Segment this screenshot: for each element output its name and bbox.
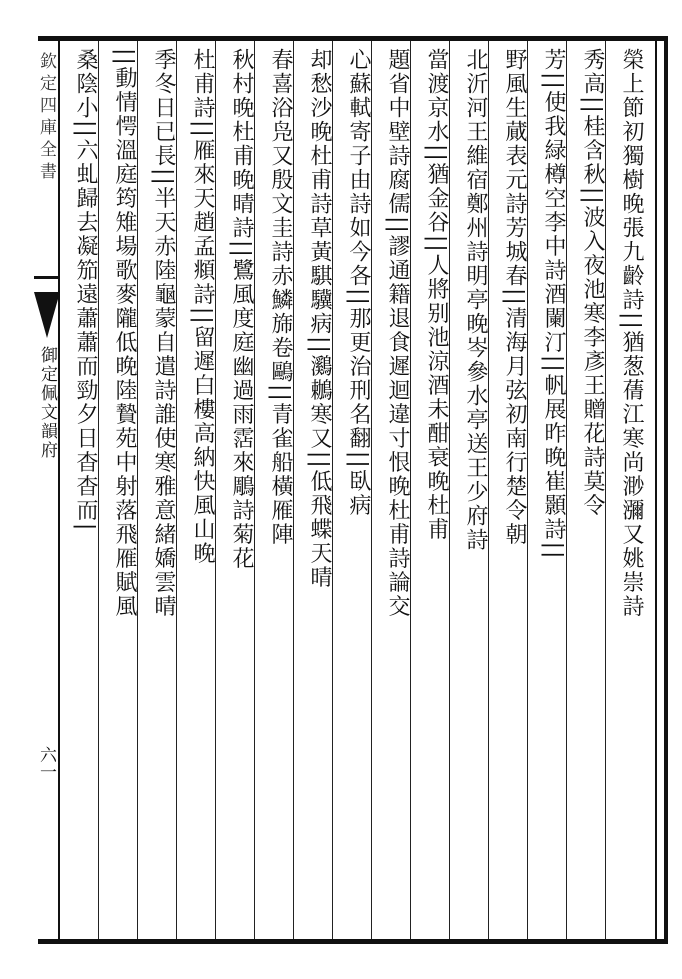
fish-tail-mark xyxy=(34,292,60,338)
text-column: 桑陰小||六虬歸去凝笳遠蕭蕭而勁夕日杳杳而| xyxy=(73,48,98,533)
text-column: ||動情愕溫庭筠雉場歌麥隴低晚陸贄苑中射落飛雁賦風 xyxy=(112,48,137,619)
text-column: 秋村晚杜甫晚晴詩||鷺風度庭幽過雨霑來鵰詩菊花 xyxy=(229,48,254,571)
page-number: 六一 xyxy=(36,746,56,780)
bottom-border xyxy=(38,939,668,944)
text-column: 季冬日已長||半天赤陸龜蒙自遣詩誰使寒雅意緒嬌雲晴 xyxy=(151,48,176,619)
text-column: 題省中壁詩腐儒||謬通籍退食遲迴違寸恨晚杜甫詩論交 xyxy=(385,48,410,619)
text-column: 杜甫詩||雁來天趙孟頫詩||留遲白樓高納快風山晚 xyxy=(190,48,215,566)
text-column: 野風生蕆表元詩芳城春||清海月弦初南行楚令朝 xyxy=(502,48,527,547)
inner-right-border xyxy=(655,40,657,940)
margin-title: 欽定四庫全書 xyxy=(36,52,56,184)
text-column: 心蘇軾寄子由詩如今各||那更治刑名翻||臥病 xyxy=(346,48,371,518)
text-column: 芳||使我緑樽空李中詩酒闌汀||帆展昨晚崔顥詩|| xyxy=(541,48,566,561)
top-border xyxy=(38,36,668,41)
text-column: 却愁沙晚杜甫詩草黃騏驥病||鸂鶒寒又||低飛蝶天晴 xyxy=(307,48,332,590)
outer-right-border xyxy=(664,36,668,944)
text-column: 當渡京水||猶金谷||人將别池涼酒未酣衰晚杜甫 xyxy=(424,48,449,542)
margin-book-title: 御定佩文韻府 xyxy=(37,346,57,460)
text-column: 秀高||桂含秋||波入夜池寒李彥王贈花詩莫令 xyxy=(580,48,605,518)
inner-left-border xyxy=(58,40,60,940)
text-column: 春喜浴凫又殷文圭詩赤鱗旆卷鷗||青雀船橫雁陣 xyxy=(268,48,293,547)
margin-divider xyxy=(34,276,58,279)
text-column: 北沂河王維宿鄭州詩明亭晚岑參水亭送王少府詩 xyxy=(463,48,488,552)
text-column: 榮上節初獨樹晚張九齡詩||猶葱蒨江寒尚渺瀰又姚崇詩 xyxy=(619,48,644,619)
